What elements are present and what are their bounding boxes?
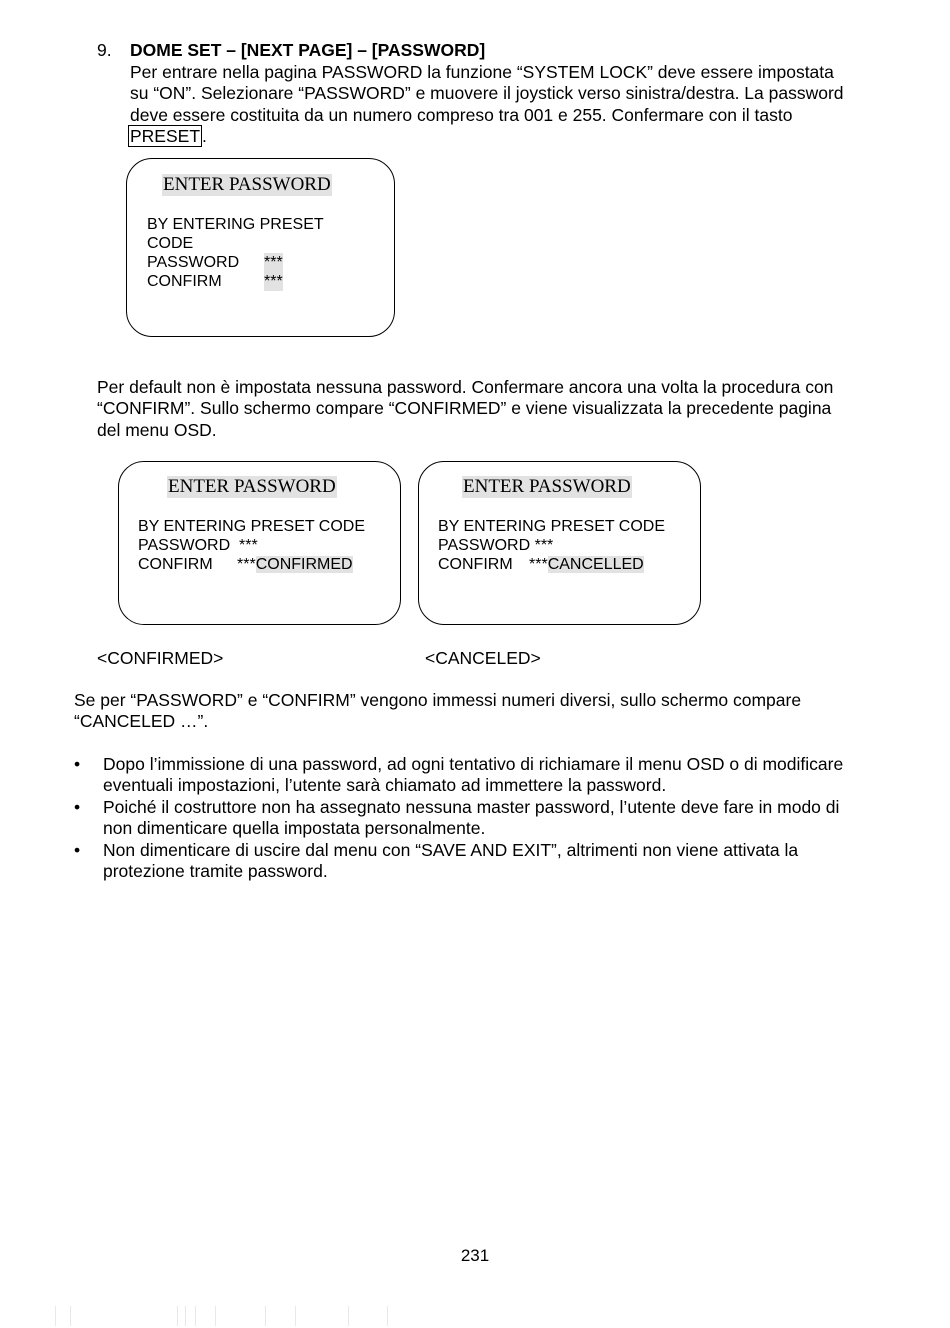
paragraph-line: “CONFIRM”. Sullo schermo compare “CONFIRMED” e viene visualizzata la precedente pagina [97, 398, 832, 419]
list-item [74, 797, 894, 840]
osd-password-line: PASSWORD *** [438, 537, 554, 554]
paragraph-line: Se per “PASSWORD” e “CONFIRM” vengono immessi numeri diversi, sullo schermo compare [74, 690, 802, 710]
osd-confirm-stars: *** [529, 556, 548, 573]
scan-artifact [387, 1306, 388, 1326]
intro-tail: . [202, 126, 207, 147]
caption-canceled: <CANCELED> [425, 648, 541, 668]
osd-confirm-label: CONFIRM [138, 556, 213, 573]
scan-artifact [70, 1306, 71, 1326]
osd-text-line: BY ENTERING PRESET [147, 216, 324, 233]
list-item-line: non dimenticare quella impostata personalmente. [103, 818, 486, 839]
intro-line: su “ON”. Selezionare “PASSWORD” e muovere il joystick verso sinistra/destra. La password [130, 83, 844, 104]
intro-line: deve essere costituita da un numero compreso tra 001 e 255. Confermare con il tasto [130, 104, 793, 125]
section-title: DOME SET – [NEXT PAGE] – [PASSWORD] [130, 40, 486, 60]
paragraph-line: “CANCELED …”. [74, 711, 209, 732]
scan-artifact [177, 1306, 178, 1326]
osd-text-line: CODE [147, 235, 194, 252]
scan-artifact [215, 1306, 216, 1326]
scan-artifact [295, 1306, 296, 1326]
preset-key-label: PRESET [130, 126, 201, 147]
list-item [74, 840, 894, 883]
intro-paragraph [130, 62, 890, 148]
osd-confirm-value [237, 555, 353, 574]
list-item-line: Poiché il costruttore non ha assegnato nessuna master password, l’utente deve fare in modo di [103, 796, 840, 817]
osd-password-value: *** [264, 254, 283, 271]
list-item-line: protezione tramite password. [103, 861, 328, 882]
osd-confirm-label: CONFIRM [438, 556, 513, 573]
osd-confirm-stars: *** [237, 556, 256, 573]
default-paragraph [97, 377, 833, 441]
caption-confirmed: <CONFIRMED> [97, 648, 224, 668]
osd-text-line: BY ENTERING PRESET CODE [138, 518, 366, 535]
scan-artifact [348, 1306, 349, 1326]
paragraph-line: del menu OSD. [97, 419, 217, 440]
paragraph-line: Per default non è impostata nessuna password. Confermare ancora una volta la procedura con [97, 377, 834, 397]
list-item-line: Non dimenticare di uscire dal menu con “SAVE AND EXIT”, altrimenti non viene attivata la [103, 839, 799, 860]
page-number: 231 [460, 1246, 490, 1265]
osd-password-line: PASSWORD *** [138, 537, 258, 554]
intro-line [130, 126, 890, 147]
list-item-line: Dopo l’immissione di una password, ad ogni tentativo di richiamare il menu OSD o di modificare [103, 754, 844, 774]
osd-title: ENTER PASSWORD [168, 476, 336, 497]
notes-list [74, 754, 894, 882]
scan-artifact [195, 1306, 196, 1326]
osd-screen-cancelled [418, 461, 701, 625]
osd-text-line: BY ENTERING PRESET CODE [438, 518, 666, 535]
bullet-icon: • [74, 839, 81, 860]
list-item [74, 754, 894, 797]
list-item-line: eventuali impostazioni, l’utente sarà chiamato ad immettere la password. [103, 775, 667, 796]
osd-screen-enter-password [126, 158, 395, 337]
section-number: 9. [97, 40, 112, 60]
osd-confirm-label: CONFIRM [147, 273, 222, 290]
scan-artifact [265, 1306, 266, 1326]
mismatch-paragraph [74, 690, 801, 733]
osd-password-label: PASSWORD [147, 254, 240, 271]
osd-confirm-status: CONFIRMED [255, 556, 353, 573]
osd-title: ENTER PASSWORD [163, 174, 331, 195]
bullet-icon: • [74, 754, 81, 774]
osd-confirm-status: CANCELLED [547, 556, 644, 573]
scan-artifact [185, 1306, 186, 1326]
intro-line: Per entrare nella pagina PASSWORD la funzione “SYSTEM LOCK” deve essere impostata [130, 62, 834, 82]
osd-screen-confirmed [118, 461, 401, 625]
scan-artifact [55, 1306, 56, 1326]
osd-title: ENTER PASSWORD [463, 476, 631, 497]
bullet-icon: • [74, 796, 81, 817]
osd-confirm-value: *** [264, 273, 283, 290]
osd-confirm-value [529, 555, 644, 574]
